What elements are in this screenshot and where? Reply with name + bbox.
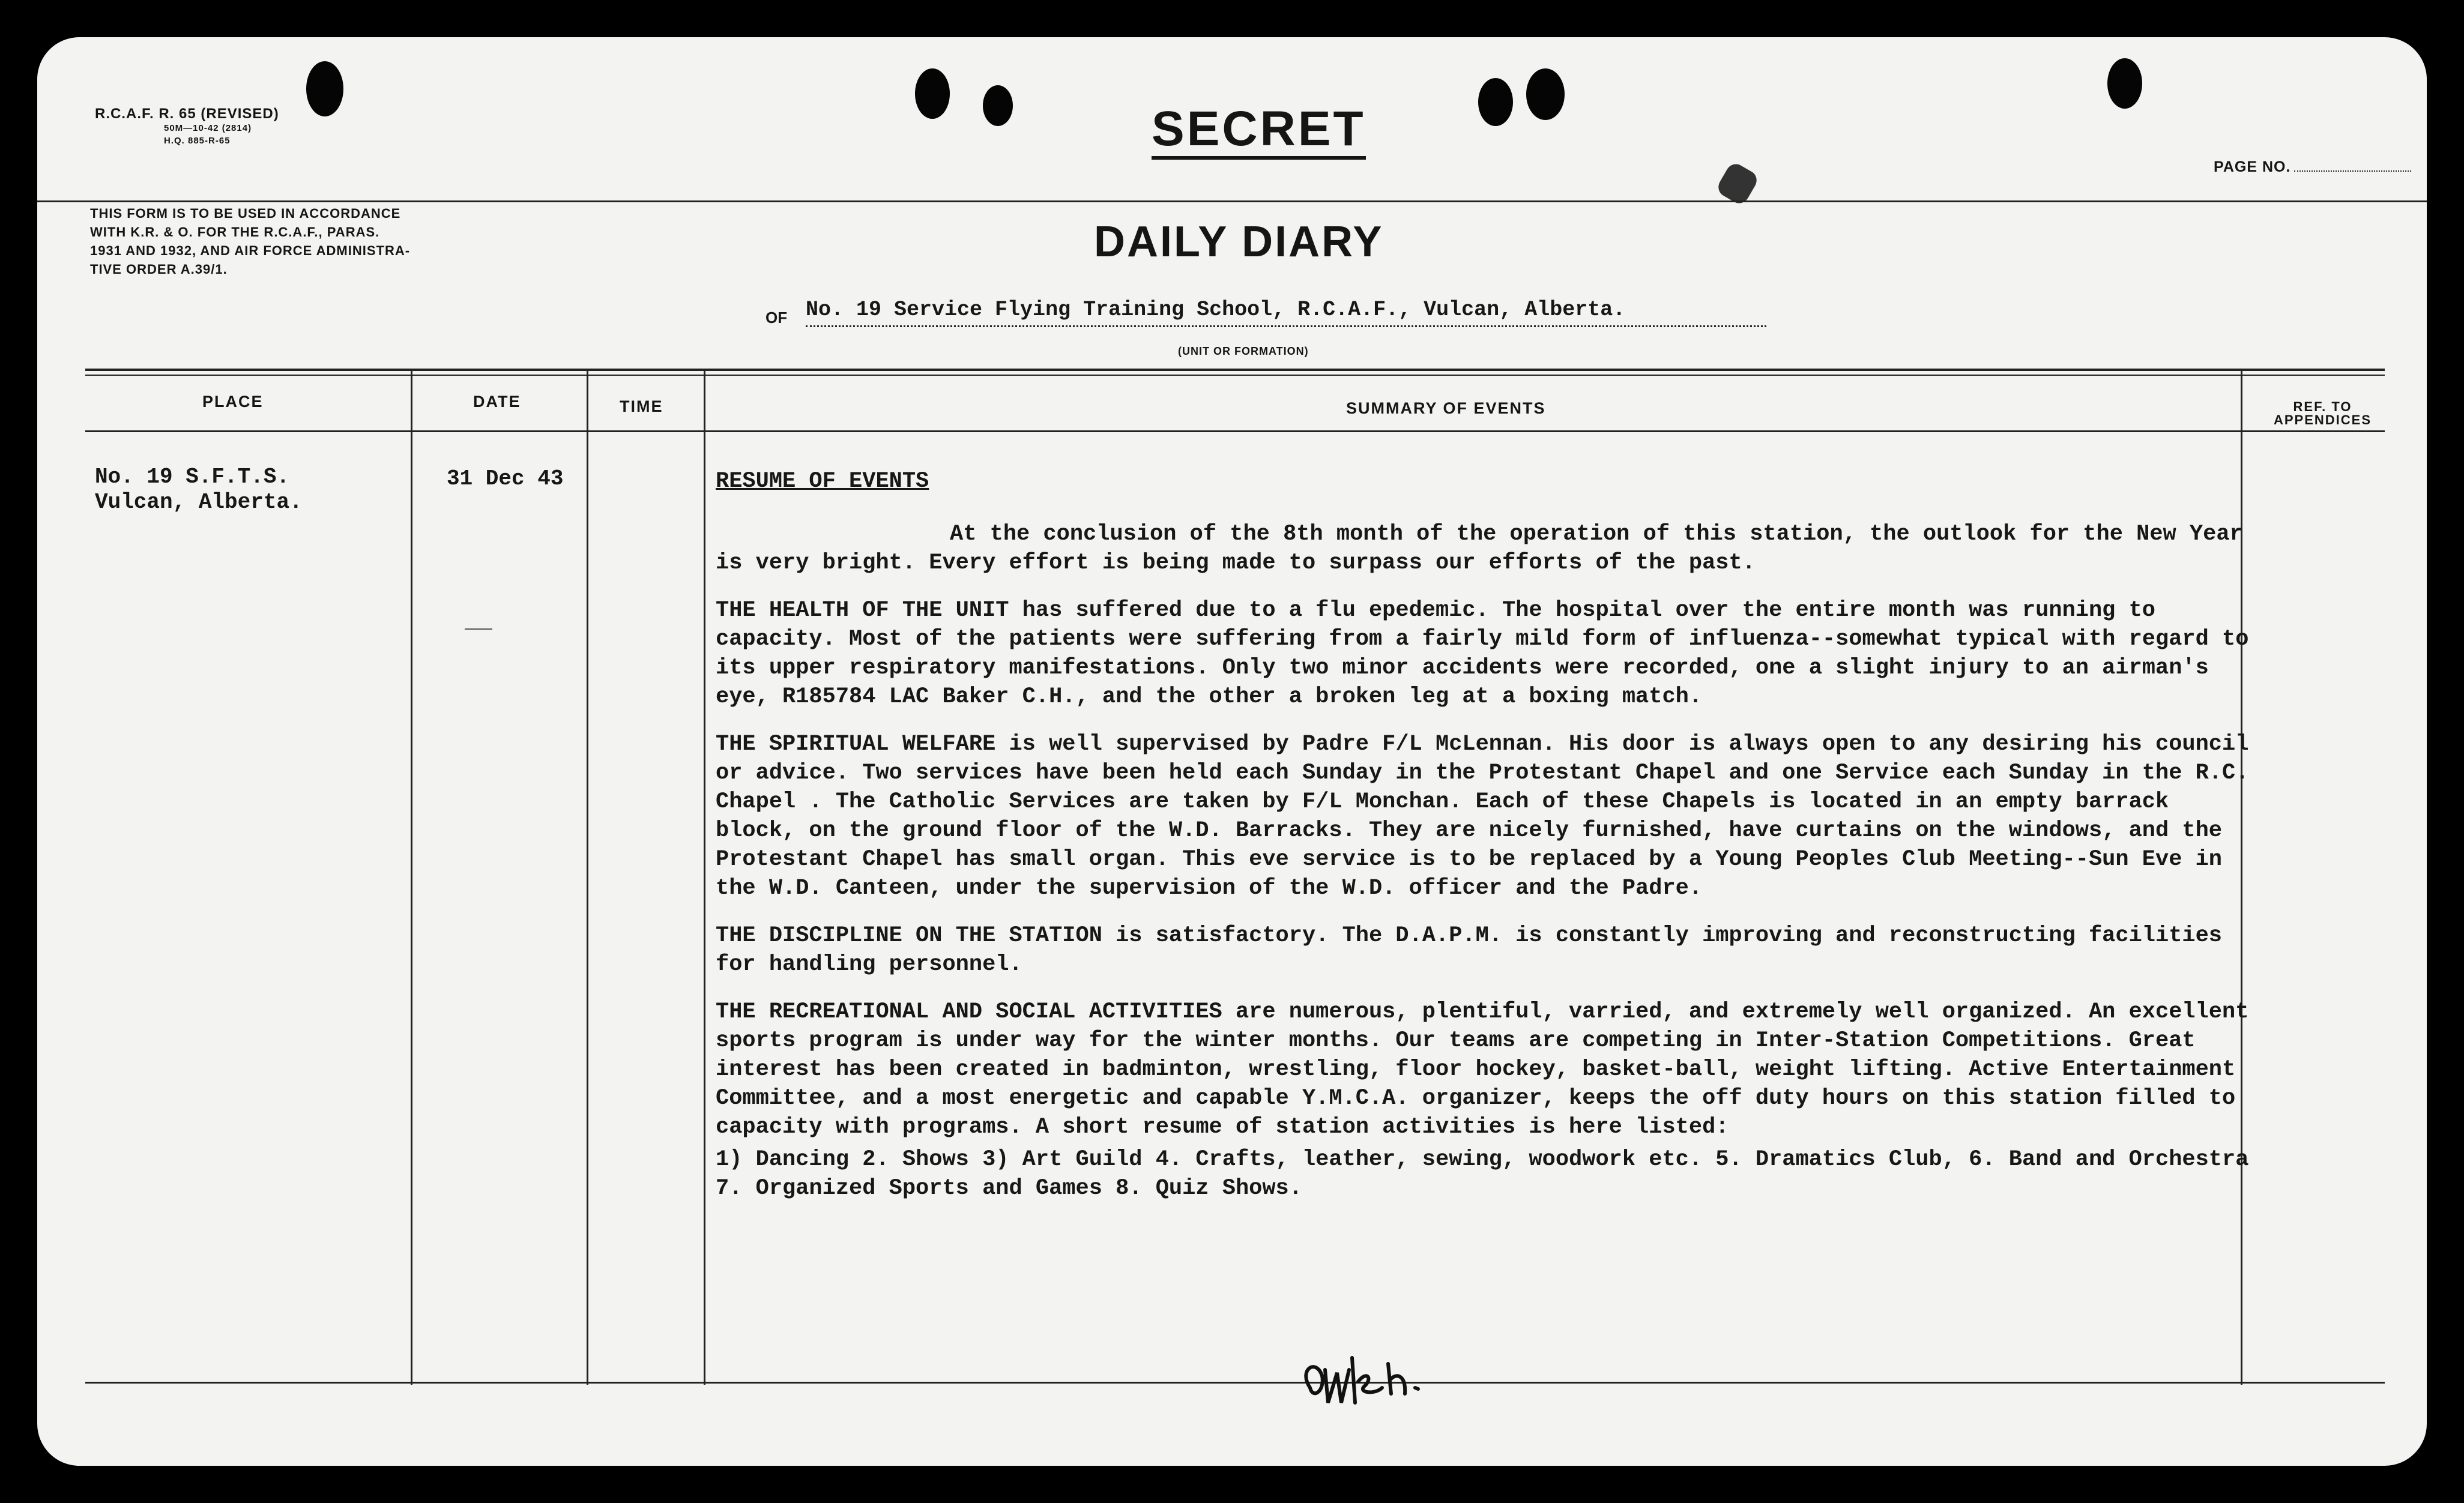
column-header-date: DATE xyxy=(473,393,521,411)
form-code-title: R.C.A.F. R. 65 (REVISED) xyxy=(95,106,279,122)
entry-place-line: Vulcan, Alberta. xyxy=(95,490,303,514)
page-number-blank xyxy=(2294,160,2411,172)
punch-hole-4 xyxy=(1478,78,1513,126)
entry-place-line: No. 19 S.F.T.S. xyxy=(95,465,290,489)
time-dash xyxy=(465,628,492,630)
entry-date: 31 Dec 43 xyxy=(447,466,564,491)
entry-place xyxy=(95,465,303,515)
form-instruction-line: TIVE ORDER A.39/1. xyxy=(90,262,228,277)
classification-stamp: SECRET xyxy=(1152,102,1366,160)
page-number-label: PAGE NO. xyxy=(2214,158,2291,175)
column-header-summary: SUMMARY OF EVENTS xyxy=(1346,399,1546,417)
signature-stroke xyxy=(1306,1358,1418,1403)
unit-caption: (UNIT OR FORMATION) xyxy=(1178,345,1309,357)
column-divider-time xyxy=(587,370,588,1385)
column-header-place: PLACE xyxy=(202,393,264,411)
column-header-ref-line2: APPENDICES xyxy=(2274,412,2372,427)
column-header-ref xyxy=(2274,400,2372,427)
form-instruction-line: THIS FORM IS TO BE USED IN ACCORDANCE xyxy=(90,206,401,221)
table-bottom-rule xyxy=(85,1382,2385,1384)
header-rule xyxy=(37,200,2427,202)
column-header-time: TIME xyxy=(620,397,663,415)
punch-hole-3 xyxy=(983,85,1013,126)
page-number-field xyxy=(2214,158,2411,176)
form-code-hq: H.Q. 885-R-65 xyxy=(164,136,231,146)
summary-paragraph: THE SPIRITUAL WELFARE is well supervised by Padre F/L McLennan. His door is always open to any desiring his council or advice. Two services have been held each Sunday in the Protestant Chapel and one Service each Sunday in the R.C. Chapel . The Catholic Services are taken by F/L Monchan. Each of these Chapels is located in an empty barrack block, on the ground floor of the W.D. Barracks. They are nicely furnished, have curtains on the windows, and the Protestant Chapel has small organ. This eve service is to be replaced by a Young Peoples Club Meeting--Sun Eve in the W.D. Canteen, under the supervision of the W.D. officer and the Padre. xyxy=(716,732,2249,901)
form-code-print-run: 50M—10-42 (2814) xyxy=(164,123,252,133)
summary-heading: RESUME OF EVENTS xyxy=(716,469,929,494)
column-header-ref-line1: REF. TO xyxy=(2293,399,2352,414)
unit-name: No. 19 Service Flying Training School, R.C.A.F., Vulcan, Alberta. xyxy=(806,298,1766,327)
summary-paragraph: 1) Dancing 2. Shows 3) Art Guild 4. Crafts, leather, sewing, woodwork etc. 5. Dramatics Club, 6. Band and Orchestra 7. Organized Sports and Games 8. Quiz Shows. xyxy=(716,1147,2249,1201)
form-instruction xyxy=(90,204,570,279)
summary-of-events xyxy=(716,467,2260,1221)
punch-hole-1 xyxy=(306,61,343,116)
summary-paragraph: THE DISCIPLINE ON THE STATION is satisfactory. The D.A.P.M. is constantly improving and reconstructing facilities for handling personnel. xyxy=(716,923,2223,977)
form-instruction-line: WITH K.R. & O. FOR THE R.C.A.F., PARAS. xyxy=(90,224,380,239)
diary-page xyxy=(37,37,2427,1466)
form-instruction-line: 1931 AND 1932, AND AIR FORCE ADMINISTRA- xyxy=(90,243,411,258)
summary-paragraph: At the conclusion of the 8th month of the operation of this station, the outlook for the New Year is very bright. Every effort is being made to surpass our efforts of the past. xyxy=(716,522,2243,576)
punch-hole-6 xyxy=(2107,58,2142,109)
column-divider-summary xyxy=(704,370,705,1385)
summary-paragraph: THE RECREATIONAL AND SOCIAL ACTIVITIES are numerous, plentiful, varried, and extremely well organized. An excellent sports program is under way for the winter months. Our teams are competing in Inter-Station Competitions. Great interest has been created in badminton, wrestling, floor hockey, basket-ball, weight lifting. Active Entertainment Committee, and a most energetic and capable Y.M.C.A. organizer, keeps the off duty hours on this station filled to capacity with programs. A short resume of station activities is here listed: xyxy=(716,999,2249,1140)
column-header-rule xyxy=(85,430,2385,432)
form-title: DAILY DIARY xyxy=(1094,218,1384,266)
initials-signature xyxy=(1292,1346,1442,1418)
column-divider-date xyxy=(411,370,412,1385)
of-label: OF xyxy=(765,309,788,327)
table-top-rule xyxy=(85,369,2385,371)
summary-paragraph: THE HEALTH OF THE UNIT has suffered due to a flu epedemic. The hospital over the entire month was running to capacity. Most of the patients were suffering from a fairly mild form of influenza--somewhat typical with regard to its upper respiratory manifestations. Only two minor accidents were recorded, one a slight injury to an airman's eye, R185784 LAC Baker C.H., and the other a broken leg at a boxing match. xyxy=(716,598,2249,709)
punch-hole-2 xyxy=(915,68,950,119)
form-code xyxy=(95,106,279,147)
punch-hole-5 xyxy=(1526,68,1565,120)
table-top-rule-2 xyxy=(85,375,2385,376)
